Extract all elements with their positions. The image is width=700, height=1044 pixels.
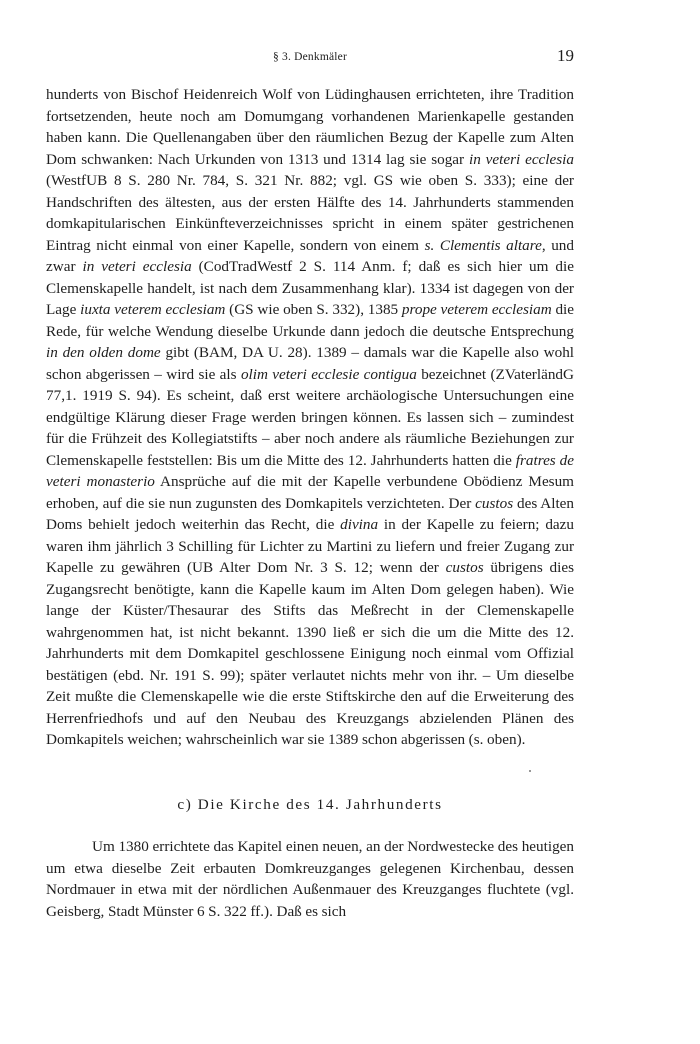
print-speck <box>529 770 531 772</box>
text-run: Ansprüche auf die mit der Kapelle verbundene Obödienz Mesum erhoben, auf die sie nun zugunsten des Domkapitels verzichteten. Der <box>46 473 574 512</box>
paragraph: Um 1380 errichtete das Kapitel einen neuen, an der Nordwestecke des heutigen um etwa dieselbe Zeit erbauten Domkreuzganges gelegenen Kirchenbau, dessen Nordmauer in etwa mit der nördlichen Außenmauer des Kreuzganges fluchtete (vgl. Geisberg, Stadt Münster 6 S. 322 ff.). Daß es sich <box>46 838 574 920</box>
latin-phrase: in veteri ecclesia <box>468 150 574 168</box>
text-run: die Rede, für welche Wendung dieselbe Urkunde dann jedoch die deutsche Entsprechung <box>46 301 575 340</box>
latin-phrase: fratres de veteri monasterio <box>46 451 574 490</box>
latin-phrase: custos <box>445 559 484 576</box>
latin-phrase: divina <box>340 516 379 533</box>
text-run: (GS wie oben S. 332), 1385 <box>225 301 402 318</box>
body-paragraph-1 <box>46 84 574 751</box>
page-number: 19 <box>557 46 574 65</box>
latin-phrase: s. Clementis altare <box>424 236 542 254</box>
running-header <box>46 46 574 70</box>
running-title: § 3. Denkmäler <box>272 51 347 63</box>
text-run: , und zwar <box>46 236 574 275</box>
paragraph <box>46 84 574 751</box>
latin-phrase: iuxta veterem ecclesiam <box>80 301 226 318</box>
german-phrase: in den olden dome <box>46 344 161 361</box>
text-run: (CodTradWestf 2 S. 114 Anm. f; daß es sich hier um die Clemenskapelle handelt, ist nach dem Zusammenhang klar). 1334 ist dagegen von der Lage <box>46 258 574 318</box>
section-heading: c) Die Kirche des 14. Jahrhunderts <box>177 796 443 813</box>
text-run: bezeichnet (ZVaterländG 77,1. 1919 S. 94). Es scheint, daß erst weitere archäologische Untersuchungen eine endgültige Klärung dieser Frage werden bringen können. Es lassen sich – zumindest für die Frühzeit des Kollegiatstifts – aber noch andere als räumliche Beziehungen zur Clemenskapelle feststellen: Bis um die Mitte des 12. Jahrhunderts hatten die <box>46 365 574 469</box>
body-paragraph-2 <box>46 836 574 922</box>
text-run: in der Kapelle zu feiern; dazu waren ihm jährlich 3 Schilling für Lichter zu Martini zu liefern und freier Zugang zur Kapelle zu gewähren (UB Alter Dom Nr. 3 S. 12; wenn der <box>46 516 574 576</box>
latin-phrase: olim veteri ecclesie contigua <box>240 365 417 383</box>
text-run: des Alten Doms behielt jedoch weiterhin das Recht, die <box>46 494 575 533</box>
latin-phrase: prope veterem ecclesiam <box>401 301 552 318</box>
text-run: übrigens dies Zugangsrecht benötigte, kann die Kapelle kaum im Alten Dom gelegen haben). Wie lange der Küster/Thesaurar des Stifts das Meßrecht in der Clemenskapelle wahrgenommen hat, ist nicht bekannt. 1390 ließ er sich die um die Mitte des 12. Jahrhunderts mit dem Domkapitel geschlossene Einigung noch einmal vom Offizial bestätigen (ebd. Nr. 191 S. 99); später verlautet nichts mehr von ihr. – Um dieselbe Zeit mußte die Clemenskapelle wie die erste Stiftskirche den auf die Erweiterung des Herrenfriedhofs und auf den Neubau des Kreuzgangs abzielenden Plänen des Domkapitels weichen; wahrscheinlich war sie 1389 schon abgerissen (s. oben). <box>46 559 574 748</box>
text-run: hunderts von Bischof Heidenreich Wolf von Lüdinghausen errichteten, ihre Tradition fortsetzenden, heute noch am Domumgang vorhandenen Marienkapelle gestanden haben kann. Die Quellenangaben über den räumlichen Bezug der Kapelle zum Alten Dom schwanken: Nach Urkunden von 1313 und 1314 lag sie sogar <box>46 86 574 168</box>
text-run: gibt (BAM, DA U. 28). 1389 – damals war die Kapelle also wohl schon abgerissen – wird sie als <box>46 344 575 383</box>
latin-phrase: custos <box>475 494 514 512</box>
text-run: (WestfUB 8 S. 280 Nr. 784, S. 321 Nr. 882; vgl. GS wie oben S. 333); eine der Handschriften des ältesten, aus der ersten Hälfte des 14. Jahrhunderts stammenden domkapitularischen Einkünfteverzeichnisses spricht in einem später gestrichenen Eintrag nicht einmal von einer Kapelle, sondern von einem <box>46 172 574 254</box>
latin-phrase: in veteri ecclesia <box>82 258 192 275</box>
